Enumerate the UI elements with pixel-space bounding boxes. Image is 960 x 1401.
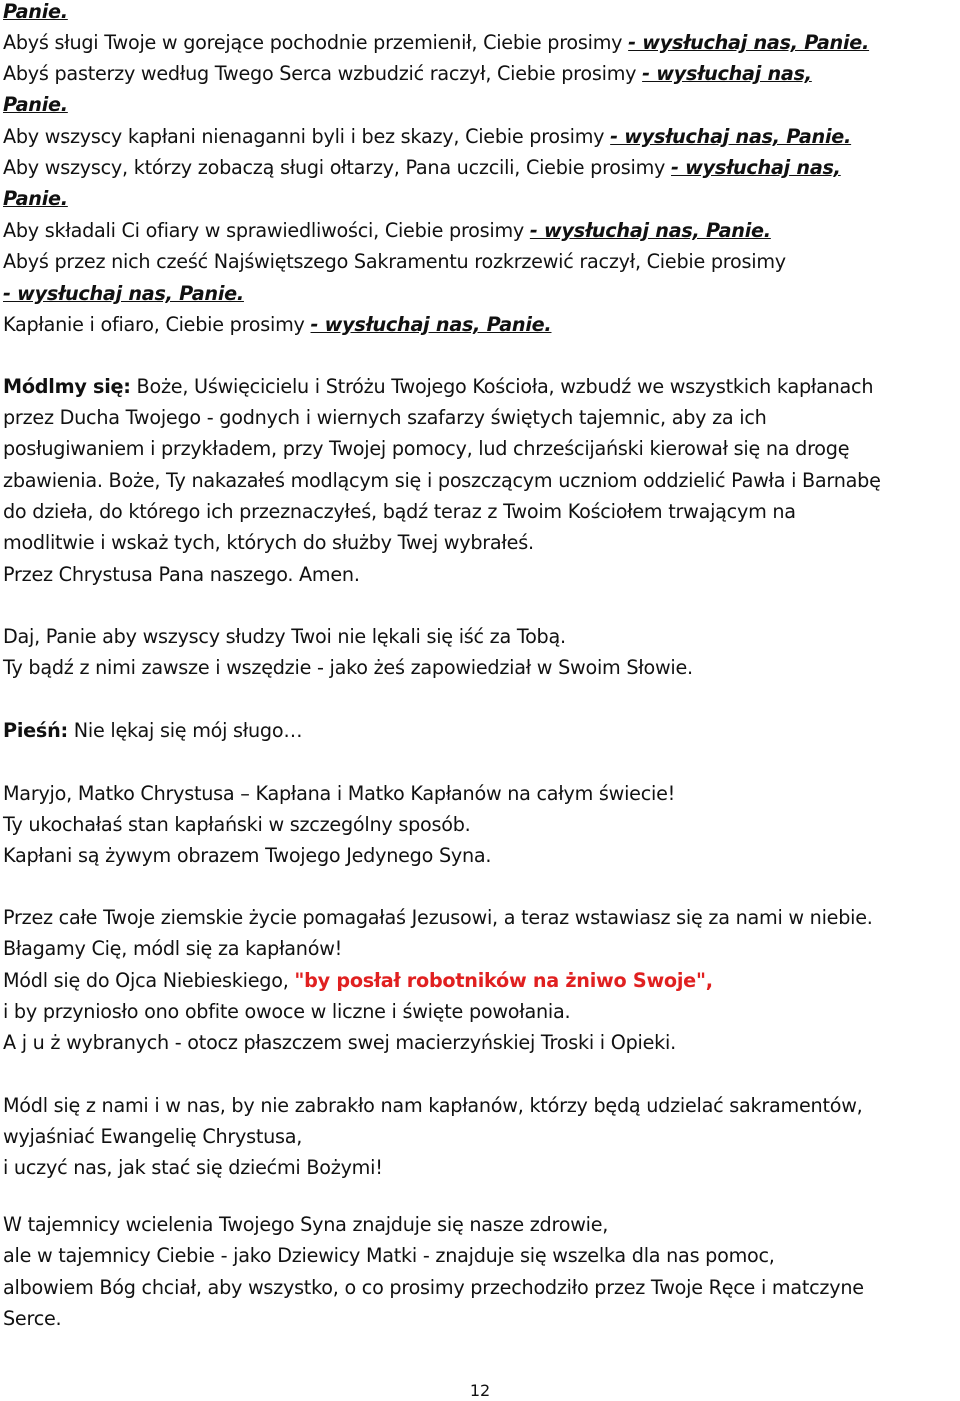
prayer-line: modlitwie i wskaż tych, których do służby Twej wybrałeś. — [3, 531, 534, 554]
prayer-text: Módl się do Ojca Niebieskiego, — [3, 969, 295, 992]
petition-text: Abyś pasterzy według Twego Serca wzbudzić raczył, Ciebie prosimy — [3, 62, 643, 85]
response-text: - wysłuchaj nas, Panie. — [3, 282, 244, 305]
marian-prayer-line: albowiem Bóg chciał, aby wszystko, o co prosimy przechodziło przez Twoje Ręce i matczyne — [3, 1276, 864, 1299]
marian-prayer-line: i by przyniosło ono obfite owoce w liczne i święte powołania. — [3, 1000, 571, 1023]
response-text: Panie. — [3, 0, 68, 23]
litany-line — [3, 312, 551, 338]
prayer-line: przez Ducha Twojego - godnych i wiernych szafarzy świętych tajemnic, aby za ich — [3, 406, 767, 429]
plea-line: Ty bądź z nimi zawsze i wszędzie - jako żeś zapowiedział w Swoim Słowie. — [3, 656, 693, 679]
marian-prayer-line: W tajemnicy wcielenia Twojego Syna znajduje się nasze zdrowie, — [3, 1213, 609, 1236]
song-title: Nie lękaj się mój sługo… — [67, 719, 303, 742]
response-text: - wysłuchaj nas, Panie. — [529, 219, 771, 242]
litany-line — [3, 249, 786, 275]
prayer-line: zbawienia. Boże, Ty nakazałeś modlącym się i poszczącym uczniom oddzielić Pawła i Barnabę — [3, 469, 881, 492]
marian-prayer-line: Maryjo, Matko Chrystusa – Kapłana i Matko Kapłanów na całym świecie! — [3, 782, 676, 805]
petition-text: Abyś przez nich cześć Najświętszego Sakramentu rozkrzewić raczył, Ciebie prosimy — [3, 250, 786, 273]
prayer-line: posługiwaniem i przykładem, przy Twojej pomocy, lud chrześcijański kierował się na drogę — [3, 437, 850, 460]
prayer-line — [3, 374, 873, 400]
response-text: Panie. — [3, 93, 68, 116]
litany-line — [3, 155, 841, 181]
response-text: - wysłuchaj nas, — [642, 62, 812, 85]
response-text: - wysłuchaj nas, — [671, 156, 841, 179]
prayer-text: Boże, Uświęcicielu i Stróżu Twojego Kościoła, wzbudź we wszystkich kapłanach — [130, 375, 874, 398]
marian-prayer-line: ale w tajemnicy Ciebie - jako Dziewicy Matki - znajduje się wszelka dla nas pomoc, — [3, 1244, 775, 1267]
marian-prayer-line: Módl się z nami i w nas, by nie zabrakło nam kapłanów, którzy będą udzielać sakramentów, — [3, 1094, 863, 1117]
petition-text: Aby składali Ci ofiary w sprawiedliwości, Ciebie prosimy — [3, 219, 530, 242]
litany-line — [3, 92, 68, 118]
prayer-line: do dzieła, do którego ich przeznaczyłeś, bądź teraz z Twoim Kościołem trwającym na — [3, 500, 796, 523]
litany-line — [3, 61, 812, 87]
petition-text: Kapłanie i ofiaro, Ciebie prosimy — [3, 313, 311, 336]
litany-line — [3, 124, 851, 150]
petition-text: Aby wszyscy, którzy zobaczą sługi ołtarzy, Pana uczcili, Ciebie prosimy — [3, 156, 672, 179]
song-line — [3, 718, 302, 744]
litany-line — [3, 218, 771, 244]
marian-prayer-line: A j u ż wybranych - otocz płaszczem swej macierzyńskiej Troski i Opieki. — [3, 1031, 676, 1054]
song-label: Pieśń: — [3, 719, 68, 742]
response-text: Panie. — [3, 187, 68, 210]
petition-text: Abyś sługi Twoje w gorejące pochodnie przemienił, Ciebie prosimy — [3, 31, 629, 54]
marian-prayer-line — [3, 968, 713, 994]
highlighted-quote: "by posłał robotników na żniwo Swoje", — [294, 969, 713, 992]
prayer-line: Przez Chrystusa Pana naszego. Amen. — [3, 563, 360, 586]
response-text: - wysłuchaj nas, Panie. — [628, 31, 870, 54]
litany-line — [3, 0, 68, 25]
litany-line — [3, 30, 869, 56]
marian-prayer-line: wyjaśniać Ewangelię Chrystusa, — [3, 1125, 303, 1148]
marian-prayer-line: Przez całe Twoje ziemskie życie pomagałaś Jezusowi, a teraz wstawiasz się za nami w niebie. — [3, 906, 873, 929]
marian-prayer-line: Ty ukochałaś stan kapłański w szczególny sposób. — [3, 813, 471, 836]
prayer-label: Módlmy się: — [3, 375, 131, 398]
marian-prayer-line: Kapłani są żywym obrazem Twojego Jedynego Syna. — [3, 844, 492, 867]
petition-text: Aby wszyscy kapłani nienaganni byli i bez skazy, Ciebie prosimy — [3, 125, 611, 148]
response-text: - wysłuchaj nas, Panie. — [610, 125, 852, 148]
response-text: - wysłuchaj nas, Panie. — [310, 313, 552, 336]
plea-line: Daj, Panie aby wszyscy słudzy Twoi nie lękali się iść za Tobą. — [3, 625, 566, 648]
marian-prayer-line: Błagamy Cię, módl się za kapłanów! — [3, 937, 343, 960]
marian-prayer-line: i uczyć nas, jak stać się dziećmi Bożymi! — [3, 1156, 383, 1179]
marian-prayer-line: Serce. — [3, 1307, 62, 1330]
litany-line — [3, 281, 244, 307]
litany-line — [3, 186, 68, 212]
page-number: 12 — [469, 1381, 491, 1400]
